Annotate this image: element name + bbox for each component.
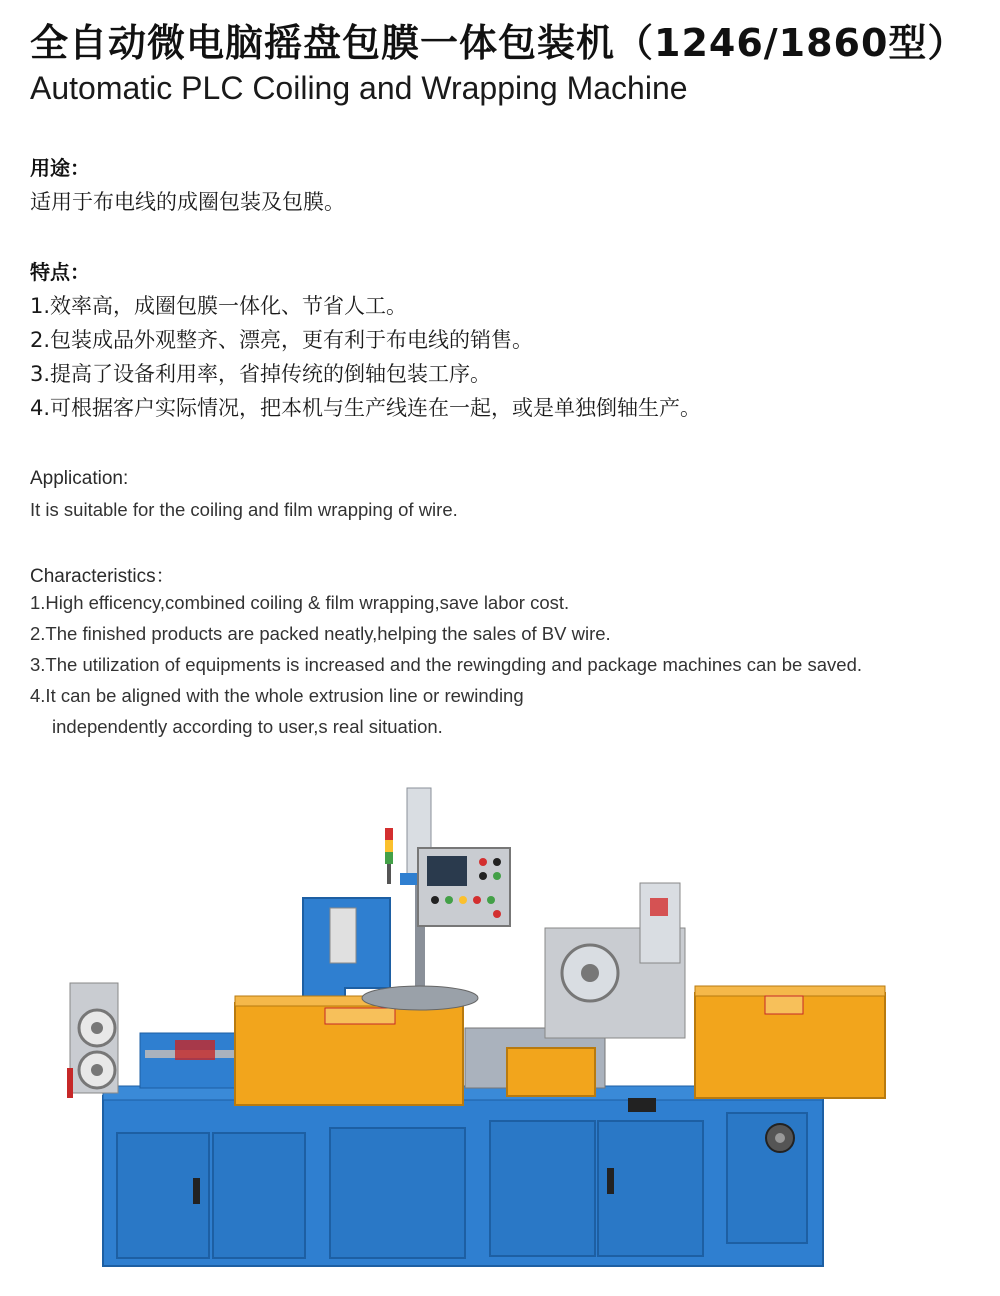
features-heading: 特点： bbox=[30, 260, 90, 284]
characteristic-item-4: 4.It can be aligned with the whole extrusion line or rewinding bbox=[30, 685, 524, 706]
title-chinese: 全自动微电脑摇盘包膜一体包装机（1246/1860型） bbox=[30, 21, 967, 65]
application-text: It is suitable for the coiling and film wrapping of wire. bbox=[30, 499, 458, 520]
feature-item-2: 2.包装成品外观整齐、漂亮，更有利于布电线的销售。 bbox=[30, 328, 534, 352]
title-english: Automatic PLC Coiling and Wrapping Machine bbox=[30, 70, 688, 106]
machine-photo bbox=[45, 778, 895, 1278]
characteristic-item-2: 2.The finished products are packed neatly,helping the sales of BV wire. bbox=[30, 623, 611, 644]
usage-heading: 用途： bbox=[30, 156, 90, 180]
feature-item-4: 4.可根据客户实际情况，把本机与生产线连在一起，或是单独倒轴生产。 bbox=[30, 396, 702, 420]
coil-disc bbox=[362, 986, 478, 1010]
feature-item-3: 3.提高了设备利用率，省掉传统的倒轴包装工序。 bbox=[30, 362, 492, 386]
characteristics-heading: Characteristics： bbox=[30, 566, 175, 587]
signal-light bbox=[385, 828, 393, 840]
cabinet-door bbox=[330, 1128, 465, 1258]
application-heading: Application: bbox=[30, 468, 129, 489]
feature-item-1: 1.效率高，成圈包膜一体化、节省人工。 bbox=[30, 294, 408, 318]
brand-label bbox=[325, 1008, 395, 1024]
hmi-screen bbox=[427, 856, 467, 886]
usage-text: 适用于布电线的成圈包装及包膜。 bbox=[30, 190, 345, 214]
nameplate bbox=[628, 1098, 656, 1112]
door-lock bbox=[607, 1168, 614, 1194]
door-lock bbox=[193, 1178, 200, 1204]
yellow-guard-middle bbox=[507, 1048, 595, 1096]
cabinet-door bbox=[490, 1121, 595, 1256]
control-box bbox=[330, 908, 356, 963]
characteristic-item-3: 3.The utilization of equipments is increased and the rewingding and package machines can be saved. bbox=[30, 654, 862, 675]
characteristic-item-4-continued: independently according to user,s real situation. bbox=[52, 716, 443, 737]
warning-label bbox=[765, 996, 803, 1014]
cabinet-door bbox=[213, 1133, 305, 1258]
characteristic-item-1: 1.High efficency,combined coiling & film wrapping,save labor cost. bbox=[30, 592, 570, 613]
